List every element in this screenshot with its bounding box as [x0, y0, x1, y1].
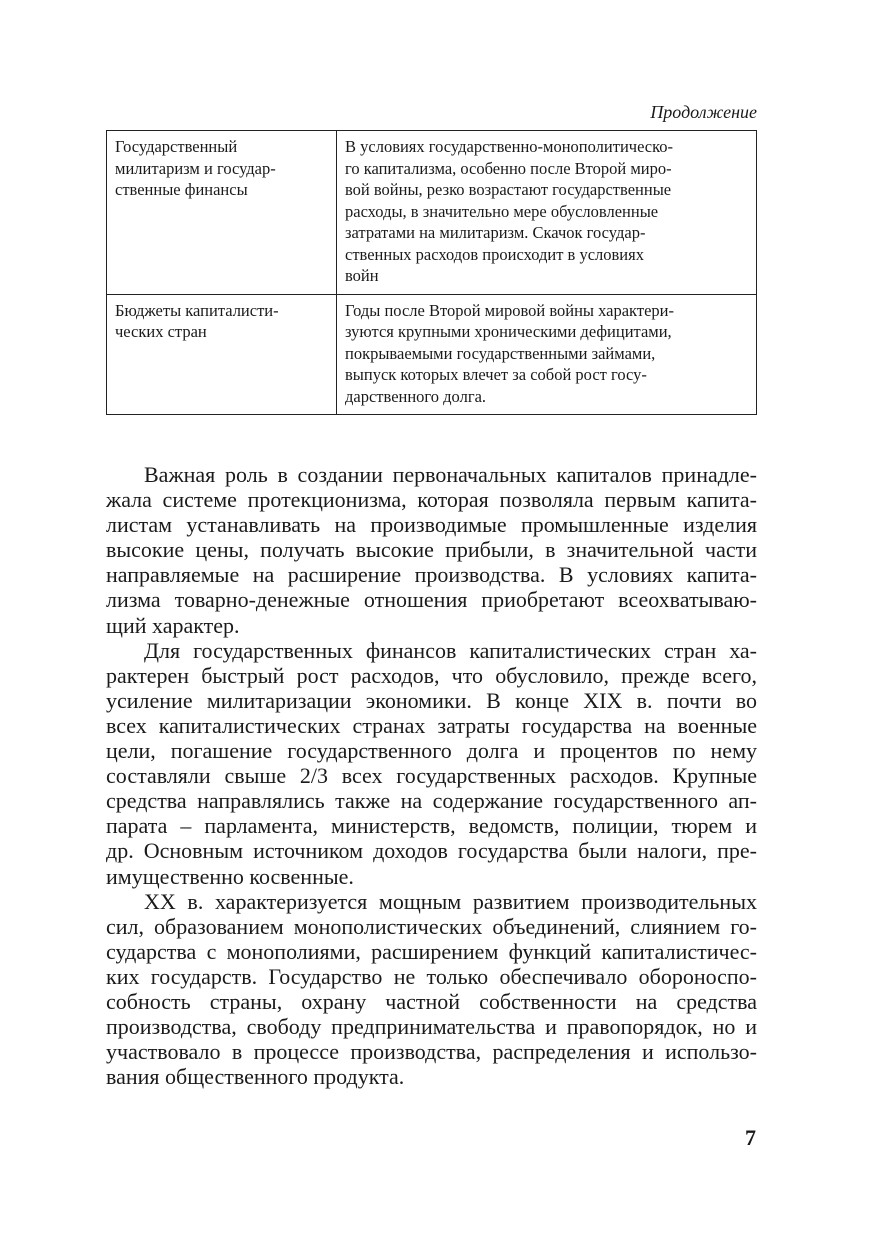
text-line: вания общественного продукта.	[106, 1064, 405, 1090]
text-line: листам устанавливать на производимые промышленные изделия	[106, 512, 757, 538]
table-row	[107, 131, 757, 295]
text-line: всех капиталистических странах затраты государства на военные	[106, 712, 757, 738]
paragraph	[106, 889, 757, 1090]
paragraph	[106, 638, 757, 889]
description-line: го капитализма, особенно после Второй миро-	[345, 158, 672, 178]
text-line: усиление милитаризации экономики. В конце XIX в. почти во	[106, 687, 757, 713]
description-line: зуются крупными хроническими дефицитами,	[345, 322, 672, 341]
term-line: Государственный	[115, 137, 238, 156]
text-line: парата – парламента, министерств, ведомств, полиции, тюрем и	[106, 813, 757, 839]
term-line: ческих стран	[115, 322, 207, 341]
text-line: лизма товарно-денежные отношения приобретают всеохватываю-	[106, 587, 757, 613]
text-line: др. Основным источником доходов государства были налоги, пре-	[106, 838, 757, 864]
text-line: собность страны, охрану частной собственности на средства	[106, 988, 757, 1014]
text-line: Важная роль в создании первоначальных капиталов принадле-	[144, 462, 757, 487]
description-line: дарственного долга.	[345, 386, 487, 406]
table-cell-description	[337, 131, 757, 295]
text-line: Для государственных финансов капиталистических стран ха-	[144, 637, 757, 663]
description-line: В условиях государственно-монополитическо-	[345, 137, 674, 156]
text-line: высокие цены, получать высокие прибыли, в значительной части	[106, 537, 757, 563]
description-line: расходы, в значительно мере обусловленные	[345, 201, 659, 221]
text-line: имущественно косвенные.	[106, 863, 354, 889]
continuation-label: Продолжение	[650, 102, 757, 122]
text-line: цели, погашение государственного долга и процентов по нему	[106, 738, 757, 764]
table-cell-description	[337, 294, 757, 415]
text-line: рактерен быстрый рост расходов, что обусловило, прежде всего,	[106, 662, 757, 688]
description-line: войн	[345, 266, 379, 285]
table-row	[107, 294, 757, 415]
description-line: ственных расходов происходит в условиях	[345, 244, 644, 264]
description-line: выпуск которых влечет за собой рост госу-	[345, 365, 647, 384]
text-line: участвовало в процессе производства, распределения и использо-	[106, 1039, 757, 1065]
description-line: Годы после Второй мировой войны характери-	[345, 300, 674, 320]
term-line: милитаризм и государ-	[115, 158, 276, 178]
table-cell-term	[107, 131, 337, 295]
text-line: жала системе протекционизма, которая позволяла первым капита-	[106, 487, 757, 513]
text-line: производства, свободу предпринимательства и правопорядок, но и	[106, 1014, 757, 1040]
text-line: щий характер.	[106, 612, 240, 638]
table-cell-term	[107, 294, 337, 415]
term-line: Бюджеты капиталисти-	[115, 300, 279, 320]
term-line: ственные финансы	[115, 180, 248, 199]
text-line: направляемые на расширение производства. В условиях капита-	[106, 562, 757, 588]
text-line: ких государств. Государство не только обеспечивало обороноспо-	[106, 963, 757, 989]
description-line: вой войны, резко возрастают государственные	[345, 180, 672, 199]
text-line: средства направлялись также на содержание государственного ап-	[106, 788, 757, 814]
body-text	[106, 462, 757, 1089]
text-line: составляли свыше 2/3 всех государственных расходов. Крупные	[106, 763, 757, 789]
paragraph	[106, 462, 757, 638]
definitions-table	[106, 130, 757, 415]
text-line: XX в. характеризуется мощным развитием производительных	[144, 888, 757, 914]
page-number: 7	[745, 1125, 756, 1150]
text-line: сил, образованием монополистических объединений, слиянием го-	[106, 913, 757, 939]
description-line: покрываемыми государственными займами,	[345, 343, 656, 363]
description-line: затратами на милитаризм. Скачок государ-	[345, 223, 646, 242]
text-line: сударства с монополиями, расширением функций капиталистичес-	[106, 938, 757, 964]
